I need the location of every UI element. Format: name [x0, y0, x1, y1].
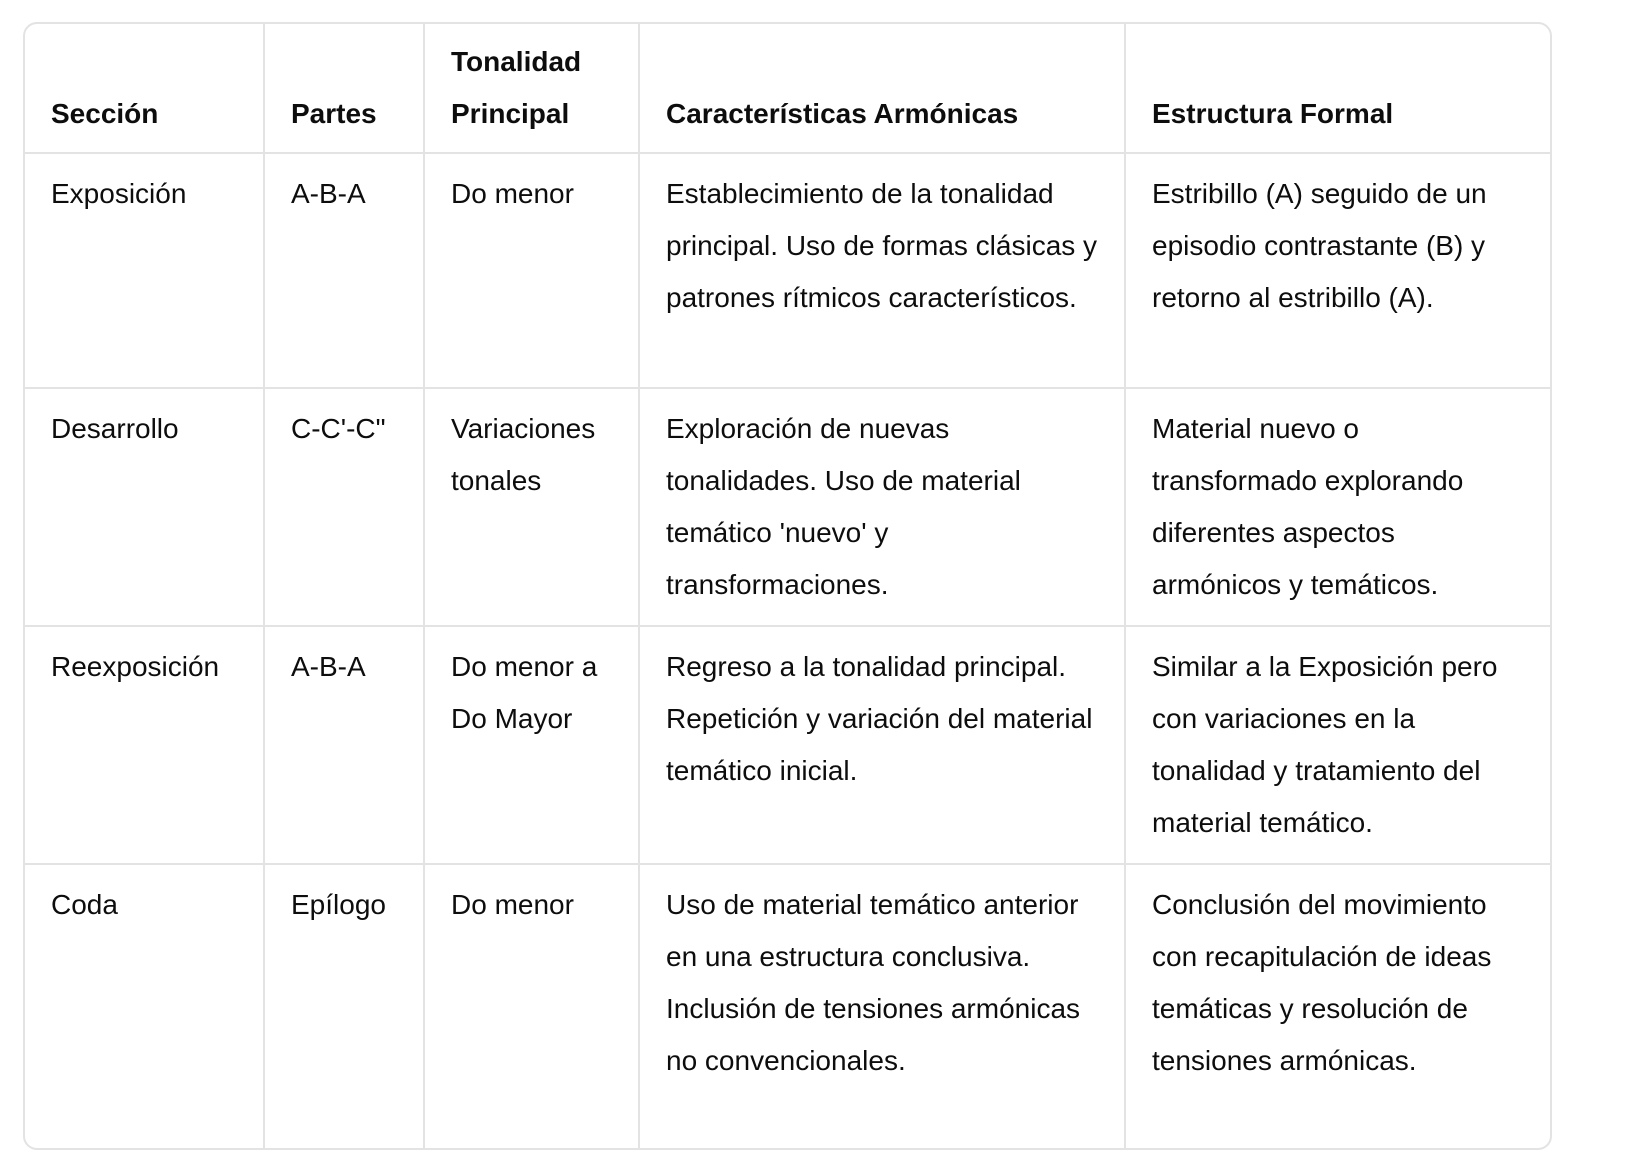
header-partes: Partes — [264, 24, 424, 153]
data-table — [25, 24, 1550, 1148]
cell-caracteristicas: Exploración de nuevas tonalidades. Uso de material temático 'nuevo' y transformaciones. — [639, 388, 1125, 626]
cell-tonalidad: Do menor — [424, 864, 639, 1148]
cell-seccion: Desarrollo — [25, 388, 264, 626]
cell-partes: A-B-A — [264, 626, 424, 864]
cell-caracteristicas: Establecimiento de la tonalidad principal. Uso de formas clásicas y patrones rítmicos característicos. — [639, 153, 1125, 388]
table-row — [25, 388, 1550, 626]
data-table-container — [23, 22, 1552, 1150]
cell-estructura: Material nuevo o transformado explorando diferentes aspectos armónicos y temáticos. — [1125, 388, 1550, 626]
cell-estructura: Conclusión del movimiento con recapitulación de ideas temáticas y resolución de tensiones armónicas. — [1152, 889, 1492, 1076]
table-body — [25, 153, 1550, 1148]
cell-seccion: Exposición — [25, 153, 264, 388]
cell-tonalidad: Variaciones tonales — [424, 388, 639, 626]
cell-tonalidad: Do menor — [424, 153, 639, 388]
table-row — [25, 153, 1550, 388]
cell-partes: Epílogo — [264, 864, 424, 1148]
table-header — [25, 24, 1550, 153]
cell-caracteristicas: Regreso a la tonalidad principal. Repetición y variación del material temático inicial. — [639, 626, 1125, 864]
cell-estructura: Similar a la Exposición pero con variaciones en la tonalidad y tratamiento del material temático. — [1125, 626, 1550, 864]
cell-seccion: Reexposición — [25, 626, 264, 864]
table-row — [25, 864, 1550, 1148]
header-estructura-formal: Estructura Formal — [1125, 24, 1550, 153]
cell-tonalidad: Do menor a Do Mayor — [424, 626, 639, 864]
cell-partes: A-B-A — [264, 153, 424, 388]
table-row — [25, 626, 1550, 864]
cell-caracteristicas: Uso de material temático anterior en una estructura conclusiva. Inclusión de tensiones armónicas no convencionales. — [639, 864, 1125, 1148]
header-seccion: Sección — [25, 24, 264, 153]
cell-estructura: Estribillo (A) seguido de un episodio contrastante (B) y retorno al estribillo (A). — [1125, 153, 1550, 388]
cell-seccion: Coda — [25, 864, 264, 1148]
header-caracteristicas-armonicas: Características Armónicas — [639, 24, 1125, 153]
cell-partes: C-C'-C" — [264, 388, 424, 626]
header-row — [25, 24, 1550, 153]
header-tonalidad-principal: Tonalidad Principal — [424, 24, 639, 153]
